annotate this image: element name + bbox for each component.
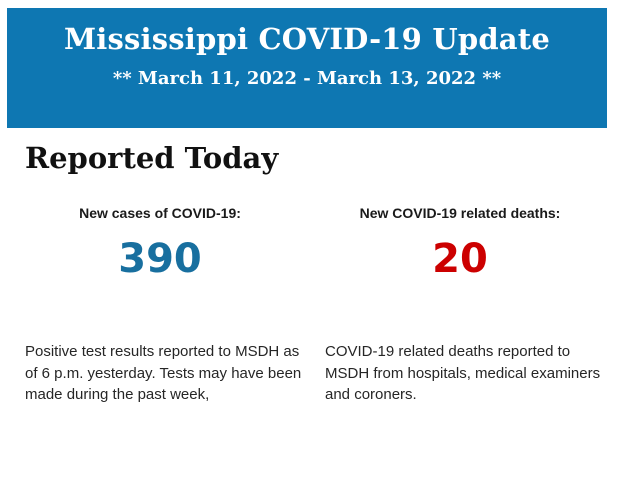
stat-new-deaths bbox=[310, 205, 610, 281]
date-range: ** March 11, 2022 - March 13, 2022 ** bbox=[112, 68, 502, 89]
descriptions-row bbox=[10, 341, 610, 406]
new-deaths-label: New COVID-19 related deaths: bbox=[359, 205, 561, 221]
stat-new-cases bbox=[10, 205, 310, 281]
header-banner bbox=[7, 8, 607, 128]
new-cases-value: 390 bbox=[118, 236, 202, 282]
new-deaths-value: 20 bbox=[432, 236, 488, 282]
new-cases-description: Positive test results reported to MSDH as of 6 p.m. yesterday. Tests may have been made during the past week, bbox=[25, 343, 302, 403]
new-cases-label: New cases of COVID-19: bbox=[79, 205, 241, 221]
page-title: Mississippi COVID-19 Update bbox=[63, 22, 551, 56]
section-heading-reported-today: Reported Today bbox=[25, 141, 279, 175]
stats-row bbox=[10, 205, 610, 281]
new-deaths-description: COVID-19 related deaths reported to MSDH from hospitals, medical examiners and coroners. bbox=[325, 343, 601, 403]
